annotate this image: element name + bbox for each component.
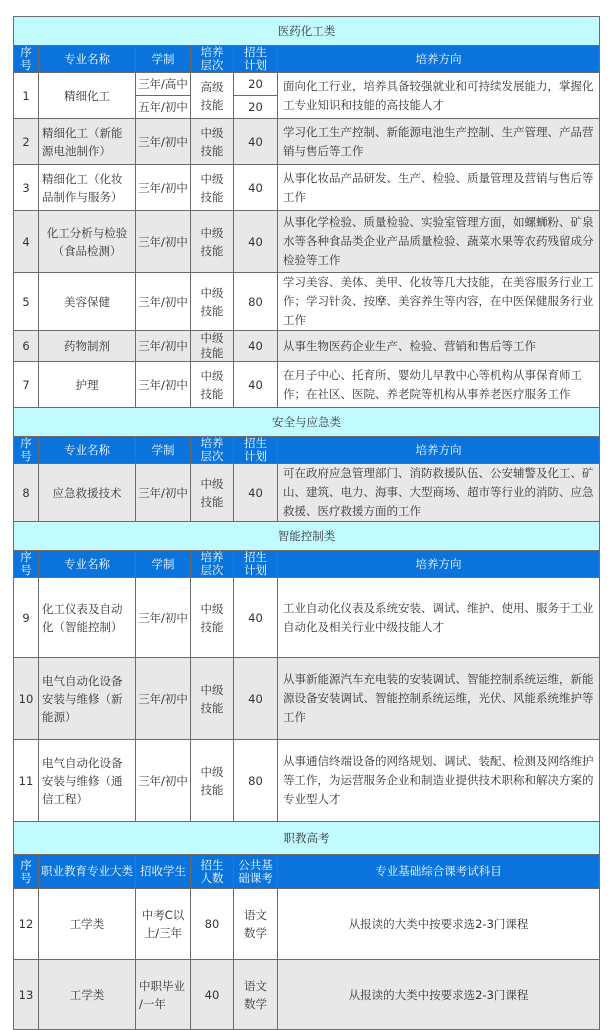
row-name: 电气自动化设备安装与维修（通信工程） xyxy=(39,740,136,822)
row-plan: 40 xyxy=(234,464,278,522)
row-direction: 从事通信终端设备的网络规划、调试、装配、检测及网络维护等工作，为运营服务企业和制造业提供技术职称和解决方案的专业型人才 xyxy=(278,740,600,822)
header-level: 培养 层次 xyxy=(191,551,234,578)
row-name: 美容保健 xyxy=(39,273,136,331)
header-level: 培养 层次 xyxy=(191,437,234,464)
row-level: 中级 技能 xyxy=(191,464,234,522)
row-students: 中职毕业 /一年 xyxy=(136,960,191,1030)
header-no: 序号 xyxy=(14,551,39,578)
row-public-exam: 语文 数学 xyxy=(234,889,278,960)
row-level: 中级 技能 xyxy=(191,211,234,273)
table-row xyxy=(14,73,600,96)
section-title: 医药化工类 xyxy=(14,17,600,46)
row-name: 护理 xyxy=(39,362,136,408)
row-direction: 从事新能源汽车充电装的安装调试、智能控制系统运维，新能源设备安装调试、智能控制系统运维，光伏、风能系统维护等工作 xyxy=(278,658,600,740)
table-row xyxy=(14,165,600,211)
table-row xyxy=(14,331,600,362)
row-no: 10 xyxy=(14,658,39,740)
section-title-row xyxy=(14,408,600,437)
table-row xyxy=(14,273,600,331)
row-name: 化工仪表及自动化（智能控制） xyxy=(39,578,136,658)
row-no: 3 xyxy=(14,165,39,211)
row-plan: 80 xyxy=(234,740,278,822)
table-row xyxy=(14,119,600,165)
row-direction: 从事化妆品产品研发、生产、检验、质量管理及营销与售后等工作 xyxy=(278,165,600,211)
row-direction: 面向化工行业，培养具备较强就业和可持续发展能力，掌握化工专业知识和技能的高技能人才 xyxy=(278,73,600,119)
row-direction: 学习化工生产控制、新能源电池生产控制、生产管理、产品营销与售后等工作 xyxy=(278,119,600,165)
table-row xyxy=(14,889,600,960)
header-system: 学制 xyxy=(136,437,191,464)
row-category: 工学类 xyxy=(39,889,136,960)
row-plan: 40 xyxy=(234,331,278,362)
header-plan: 招生 计划 xyxy=(234,46,278,73)
header-row xyxy=(14,855,600,889)
row-plan: 80 xyxy=(234,273,278,331)
row-system: 三年/初中 xyxy=(136,578,191,658)
row-system: 三年/初中 xyxy=(136,211,191,273)
row-system: 三年/初中 xyxy=(136,119,191,165)
row-no: 13 xyxy=(14,960,39,1030)
row-direction: 从事化学检验、质量检验、实验室管理方面，如螺蛳粉、矿泉水等各种食品类企业产品质量检验、蔬菜水果等农药残留成分检验等工作 xyxy=(278,211,600,273)
header-public-exam: 公共基 础课考 xyxy=(234,855,278,889)
row-level: 中级 技能 xyxy=(191,578,234,658)
row-plan: 20 xyxy=(234,96,278,119)
section-title-row xyxy=(14,17,600,46)
table-row xyxy=(14,960,600,1030)
row-direction: 工业自动化仪表及系统安装、调试、维护、使用、服务于工业自动化及相关行业中级技能人才 xyxy=(278,578,600,658)
header-system: 学制 xyxy=(136,551,191,578)
header-no: 序号 xyxy=(14,855,39,889)
row-count: 80 xyxy=(191,889,234,960)
row-plan: 40 xyxy=(234,119,278,165)
row-system: 三年/初中 xyxy=(136,658,191,740)
header-name: 专业名称 xyxy=(39,46,136,73)
row-level: 中级 技能 xyxy=(191,362,234,408)
row-system: 三年/初中 xyxy=(136,362,191,408)
row-count: 40 xyxy=(191,960,234,1030)
row-plan: 40 xyxy=(234,658,278,740)
header-plan: 招生 计划 xyxy=(234,437,278,464)
row-name: 化工分析与检验（食品检测） xyxy=(39,211,136,273)
row-level: 中级 技能 xyxy=(191,119,234,165)
row-level: 高级 技能 xyxy=(191,73,234,119)
row-system: 五年/初中 xyxy=(136,96,191,119)
row-level: 中级 技能 xyxy=(191,273,234,331)
row-plan: 40 xyxy=(234,211,278,273)
header-name: 专业名称 xyxy=(39,551,136,578)
row-no: 12 xyxy=(14,889,39,960)
row-name: 精细化工（新能源电池制作） xyxy=(39,119,136,165)
row-plan: 40 xyxy=(234,362,278,408)
header-no: 序号 xyxy=(14,46,39,73)
row-system: 三年/初中 xyxy=(136,165,191,211)
enrollment-table xyxy=(13,16,600,1030)
row-no: 1 xyxy=(14,73,39,119)
section-title: 职教高考 xyxy=(14,822,600,855)
row-level: 中级 技能 xyxy=(191,658,234,740)
row-no: 7 xyxy=(14,362,39,408)
row-no: 5 xyxy=(14,273,39,331)
row-level: 中级 技能 xyxy=(191,740,234,822)
table-row xyxy=(14,658,600,740)
row-name: 应急救援技术 xyxy=(39,464,136,522)
row-level: 中级 技能 xyxy=(191,165,234,211)
row-no: 8 xyxy=(14,464,39,522)
row-direction: 在月子中心、托育所、婴幼儿早教中心等机构从事保育师工作；在社区、医院、养老院等机构从事养老医疗服务工作 xyxy=(278,362,600,408)
header-name: 专业名称 xyxy=(39,437,136,464)
row-system: 三年/高中 xyxy=(136,73,191,96)
header-category: 职业教育专业大类 xyxy=(39,855,136,889)
header-level: 培养 层次 xyxy=(191,46,234,73)
row-plan: 20 xyxy=(234,73,278,96)
section-title-row xyxy=(14,822,600,855)
section-title: 智能控制类 xyxy=(14,522,600,551)
header-system: 学制 xyxy=(136,46,191,73)
row-students: 中考C以 上/三年 xyxy=(136,889,191,960)
header-count: 招生 人数 xyxy=(191,855,234,889)
table-row xyxy=(14,578,600,658)
row-no: 9 xyxy=(14,578,39,658)
row-no: 4 xyxy=(14,211,39,273)
row-subjects: 从报读的大类中按要求选2-3门课程 xyxy=(278,960,600,1030)
header-plan: 招生 计划 xyxy=(234,551,278,578)
header-row xyxy=(14,46,600,73)
row-system: 三年/初中 xyxy=(136,331,191,362)
header-row xyxy=(14,437,600,464)
header-direction: 培养方向 xyxy=(278,437,600,464)
row-name: 电气自动化设备安装与维修（新能源） xyxy=(39,658,136,740)
section-title: 安全与应急类 xyxy=(14,408,600,437)
row-public-exam: 语文 数学 xyxy=(234,960,278,1030)
table-row xyxy=(14,362,600,408)
row-no: 6 xyxy=(14,331,39,362)
row-no: 11 xyxy=(14,740,39,822)
table-row xyxy=(14,211,600,273)
row-name: 精细化工 xyxy=(39,73,136,119)
section-title-row xyxy=(14,522,600,551)
header-direction: 培养方向 xyxy=(278,551,600,578)
table-row xyxy=(14,464,600,522)
row-direction: 可在政府应急管理部门、消防救援队伍、公安辅警及化工、矿山、建筑、电力、海事、大型商场、超市等行业的消防、应急救援、医疗救援方面的工作 xyxy=(278,464,600,522)
row-category: 工学类 xyxy=(39,960,136,1030)
row-level: 中级 技能 xyxy=(191,331,234,362)
row-plan: 40 xyxy=(234,578,278,658)
row-direction: 学习美容、美体、美甲、化妆等几大技能，在美容服务行业工作；学习针灸、按摩、美容养生等内容，在中医保健服务行业工作 xyxy=(278,273,600,331)
row-system: 三年/初中 xyxy=(136,273,191,331)
row-direction: 从事生物医药企业生产、检验、营销和售后等工作 xyxy=(278,331,600,362)
header-direction: 培养方向 xyxy=(278,46,600,73)
header-students: 招收学生 xyxy=(136,855,191,889)
header-row xyxy=(14,551,600,578)
row-plan: 40 xyxy=(234,165,278,211)
table-row xyxy=(14,740,600,822)
row-system: 三年/初中 xyxy=(136,464,191,522)
header-subjects: 专业基础综合课考试科目 xyxy=(278,855,600,889)
row-no: 2 xyxy=(14,119,39,165)
row-name: 药物制剂 xyxy=(39,331,136,362)
row-system: 三年/初中 xyxy=(136,740,191,822)
header-no: 序号 xyxy=(14,437,39,464)
row-name: 精细化工（化妆品制作与服务） xyxy=(39,165,136,211)
row-subjects: 从报读的大类中按要求选2-3门课程 xyxy=(278,889,600,960)
